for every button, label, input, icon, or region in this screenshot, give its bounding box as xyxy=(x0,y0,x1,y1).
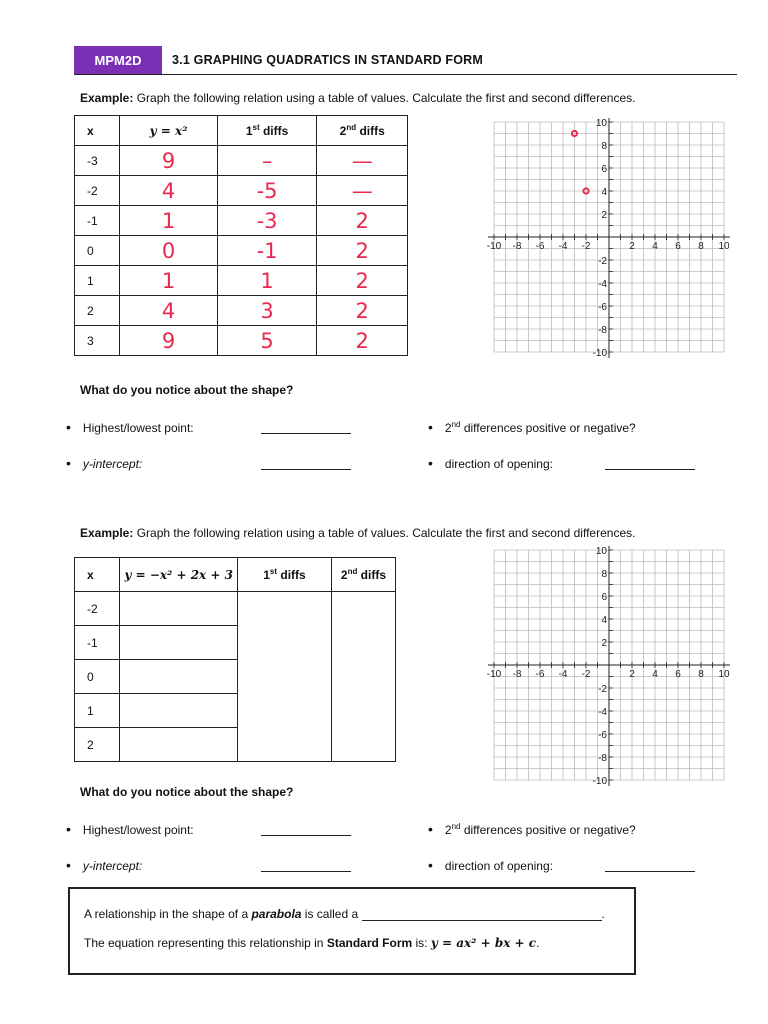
highest-lowest-label: Highest/lowest point: xyxy=(82,421,194,435)
table-row xyxy=(75,592,396,626)
y-cell[interactable] xyxy=(120,592,238,626)
first-diff-cell[interactable]: 1 xyxy=(217,266,317,296)
x-tick-label: -8 xyxy=(512,669,522,680)
y-tick-label: -4 xyxy=(598,707,607,718)
y-tick-label: -4 xyxy=(598,279,607,290)
table-row xyxy=(75,326,408,356)
header-rule xyxy=(74,74,737,75)
y-intercept-label: y-intercept: xyxy=(82,457,143,471)
example1-text: Graph the following relation using a table of values. Calculate the first and second differences. xyxy=(136,91,636,105)
second-diff-cell[interactable]: — xyxy=(317,146,408,176)
x-tick-label: -4 xyxy=(558,669,568,680)
y-intercept-blank[interactable] xyxy=(261,859,351,872)
table-row xyxy=(75,296,408,326)
y-cell[interactable]: 9 xyxy=(120,146,217,176)
y-tick-label: 4 xyxy=(601,187,607,198)
first-diff-cell[interactable]: 3 xyxy=(217,296,317,326)
x-tick-label: 10 xyxy=(718,241,730,252)
table-row xyxy=(75,206,408,236)
summary-text: . xyxy=(601,907,605,921)
y-cell[interactable] xyxy=(120,626,238,660)
highest-lowest-blank[interactable] xyxy=(261,823,351,836)
table-row xyxy=(75,146,408,176)
x-tick-label: -8 xyxy=(512,241,522,252)
course-badge: MPM2D xyxy=(74,46,162,74)
y-tick-label: 10 xyxy=(595,118,607,129)
direction-label: direction of opening: xyxy=(444,457,553,471)
parabola-term: parabola xyxy=(251,907,302,921)
direction-item: • direction of opening: xyxy=(428,857,553,873)
second-diff-cell[interactable]: — xyxy=(317,176,408,206)
col-x-header: x xyxy=(75,558,120,592)
x-tick-label: -2 xyxy=(581,669,591,680)
y-tick-label: 8 xyxy=(601,141,607,152)
direction-blank[interactable] xyxy=(605,859,695,872)
direction-item: • direction of opening: xyxy=(428,455,553,471)
summary-text: The equation representing this relationship in xyxy=(84,936,327,950)
summary-line-2 xyxy=(84,936,539,950)
x-cell: 1 xyxy=(75,266,120,296)
x-cell: -1 xyxy=(75,626,120,660)
second-diff-cell[interactable] xyxy=(331,592,395,762)
x-cell: -1 xyxy=(75,206,120,236)
table-row xyxy=(75,266,408,296)
standard-form-equation: y = ax² + bx + c xyxy=(430,936,537,950)
x-tick-label: -10 xyxy=(486,241,502,252)
shape-question-heading: What do you notice about the shape? xyxy=(80,383,294,397)
y-cell[interactable]: 1 xyxy=(120,266,217,296)
y-tick-label: 10 xyxy=(595,546,607,557)
first-diff-cell[interactable]: -1 xyxy=(217,236,317,266)
y-tick-label: 6 xyxy=(601,592,607,603)
y-tick-label: -6 xyxy=(598,302,607,313)
summary-text: . xyxy=(536,936,540,950)
x-cell: -3 xyxy=(75,146,120,176)
first-diff-cell[interactable]: – xyxy=(217,146,317,176)
first-diff-cell[interactable]: 5 xyxy=(217,326,317,356)
y-tick-label: 2 xyxy=(601,638,607,649)
y-intercept-item: • y-intercept: xyxy=(66,857,143,873)
x-tick-label: 6 xyxy=(675,241,681,252)
y-cell[interactable] xyxy=(120,660,238,694)
col-first-diffs-header: 1st diffs xyxy=(217,116,317,146)
example2-text: Graph the following relation using a table of values. Calculate the first and second differences. xyxy=(136,526,636,540)
y-tick-label: -2 xyxy=(598,684,607,695)
second-diff-cell[interactable]: 2 xyxy=(317,266,408,296)
col-second-diffs-header: 2nd diffs xyxy=(331,558,395,592)
x-tick-label: -6 xyxy=(535,241,545,252)
x-tick-label: -4 xyxy=(558,241,568,252)
example2-lead: Example: xyxy=(80,526,134,540)
y-intercept-item: • y-intercept: xyxy=(66,455,143,471)
col-second-diffs-header: 2nd diffs xyxy=(317,116,408,146)
y-tick-label: -2 xyxy=(598,256,607,267)
x-cell: 0 xyxy=(75,660,120,694)
x-tick-label: -2 xyxy=(581,241,591,252)
y-cell[interactable]: 4 xyxy=(120,296,217,326)
example1-instruction xyxy=(80,91,635,105)
col-y-header: y = −x² + 2x + 3 xyxy=(120,558,238,592)
summary-box xyxy=(68,887,636,975)
y-tick-label: -10 xyxy=(592,776,607,787)
table-row xyxy=(75,176,408,206)
standard-form-term: Standard Form xyxy=(326,936,413,950)
summary-text: is: xyxy=(412,936,431,950)
summary-text: is called a xyxy=(301,907,359,921)
x-tick-label: 4 xyxy=(652,241,658,252)
table-of-values-2 xyxy=(74,557,396,762)
summary-text: A relationship in the shape of a xyxy=(84,907,252,921)
second-diff-sign-item: • 2nd differences positive or negative? xyxy=(428,821,636,837)
y-cell[interactable]: 1 xyxy=(120,206,217,236)
second-diff-sign-label: 2nd differences positive or negative? xyxy=(444,822,636,837)
example2-instruction xyxy=(80,526,635,540)
coordinate-grid-2 xyxy=(476,542,730,792)
summary-line-1 xyxy=(84,907,605,921)
x-tick-label: -6 xyxy=(535,669,545,680)
second-diff-cell[interactable]: 2 xyxy=(317,296,408,326)
x-tick-label: 2 xyxy=(629,241,635,252)
second-diff-sign-item: • 2nd differences positive or negative? xyxy=(428,419,636,435)
y-cell[interactable]: 0 xyxy=(120,236,217,266)
y-tick-label: -8 xyxy=(598,325,607,336)
x-cell: 1 xyxy=(75,694,120,728)
y-tick-label: 4 xyxy=(601,615,607,626)
x-cell: 3 xyxy=(75,326,120,356)
second-diff-cell[interactable]: 2 xyxy=(317,326,408,356)
coordinate-grid-1 xyxy=(476,114,730,364)
y-tick-label: -10 xyxy=(592,348,607,359)
x-tick-label: 6 xyxy=(675,669,681,680)
x-tick-label: 8 xyxy=(698,669,704,680)
y-tick-label: 2 xyxy=(601,210,607,221)
x-cell: 0 xyxy=(75,236,120,266)
col-y-header: y = x² xyxy=(120,116,217,146)
y-intercept-blank[interactable] xyxy=(261,457,351,470)
second-diff-cell[interactable]: 2 xyxy=(317,236,408,266)
highest-lowest-item: • Highest/lowest point: xyxy=(66,419,194,435)
y-tick-label: 8 xyxy=(601,569,607,580)
x-tick-label: 2 xyxy=(629,669,635,680)
table-of-values-1 xyxy=(74,115,408,356)
x-tick-label: -10 xyxy=(486,669,502,680)
direction-blank[interactable] xyxy=(605,457,695,470)
x-tick-label: 10 xyxy=(718,669,730,680)
parabola-name-blank[interactable] xyxy=(362,908,602,921)
shape-question-heading: What do you notice about the shape? xyxy=(80,785,294,799)
y-cell[interactable] xyxy=(120,694,238,728)
x-cell: 2 xyxy=(75,728,120,762)
y-cell[interactable] xyxy=(120,728,238,762)
y-tick-label: -6 xyxy=(598,730,607,741)
y-tick-label: -8 xyxy=(598,753,607,764)
example1-lead: Example: xyxy=(80,91,134,105)
first-diff-cell[interactable]: -5 xyxy=(217,176,317,206)
col-x-header: x xyxy=(75,116,120,146)
second-diff-cell[interactable]: 2 xyxy=(317,206,408,236)
direction-label: direction of opening: xyxy=(444,859,553,873)
y-intercept-label: y-intercept: xyxy=(82,859,143,873)
x-cell: -2 xyxy=(75,176,120,206)
highest-lowest-item: • Highest/lowest point: xyxy=(66,821,194,837)
y-tick-label: 6 xyxy=(601,164,607,175)
first-diff-cell[interactable]: -3 xyxy=(217,206,317,236)
page-title: 3.1 GRAPHING QUADRATICS IN STANDARD FORM xyxy=(172,53,484,67)
second-diff-sign-label: 2nd differences positive or negative? xyxy=(444,420,636,435)
highest-lowest-label: Highest/lowest point: xyxy=(82,823,194,837)
x-cell: -2 xyxy=(75,592,120,626)
first-diff-cell[interactable] xyxy=(238,592,332,762)
table-row xyxy=(75,236,408,266)
col-first-diffs-header: 1st diffs xyxy=(238,558,332,592)
y-cell[interactable]: 4 xyxy=(120,176,217,206)
y-cell[interactable]: 9 xyxy=(120,326,217,356)
x-cell: 2 xyxy=(75,296,120,326)
x-tick-label: 4 xyxy=(652,669,658,680)
x-tick-label: 8 xyxy=(698,241,704,252)
highest-lowest-blank[interactable] xyxy=(261,421,351,434)
